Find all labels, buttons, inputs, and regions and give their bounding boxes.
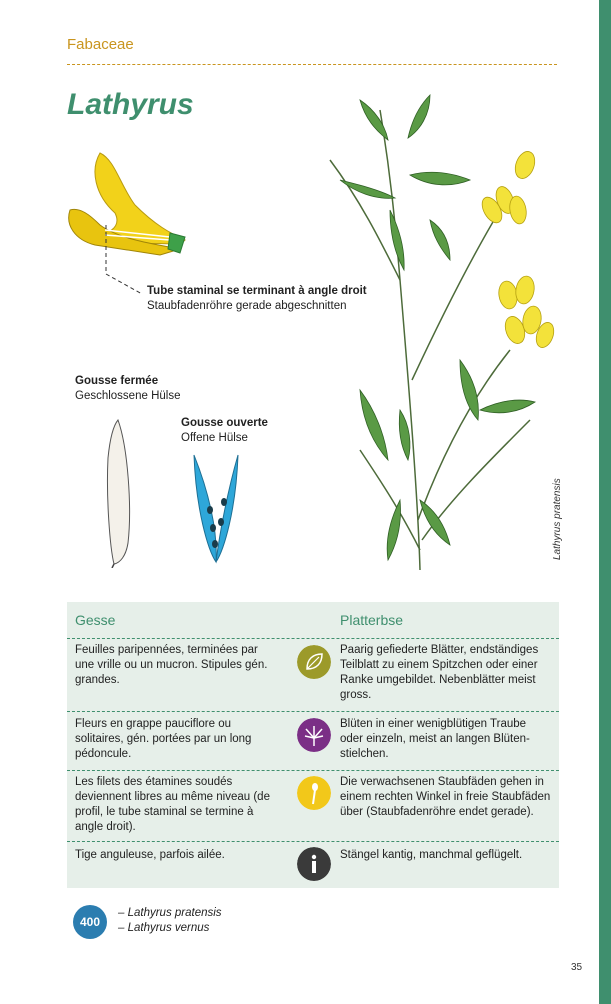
lathyrus-plant-illustration	[300, 80, 560, 575]
header-de: Platterbse	[340, 612, 404, 628]
table-header	[67, 602, 559, 639]
family-heading: Fabaceae	[67, 36, 134, 53]
stamen-icon	[297, 776, 331, 810]
row-stem-fr: Tige anguleuse, parfois ailée.	[75, 849, 225, 861]
flower-icon	[297, 718, 331, 752]
row-stamen-fr: Les filets des étamines soudés deviennent libres au même niveau (de profil, le tube staminal se termine à angle droit).	[75, 776, 270, 833]
row-leaf-de: Paarig gefiederte Blätter, endständiges Teilblatt zu einem Spitzchen oder einer Ranke umgebildet. Nebenblätter meist gross.	[340, 644, 539, 701]
pod-closed-caption-de: Geschlossene Hülse	[75, 390, 181, 402]
header-divider	[67, 64, 557, 65]
leaf-icon	[297, 645, 331, 679]
page-number: 35	[571, 962, 583, 973]
pod-closed-caption-fr: Gousse fermée	[75, 375, 159, 387]
page-edge-bar	[599, 0, 611, 1004]
row-stem-de: Stängel kantig, manchmal geflügelt.	[340, 849, 523, 861]
pod-open-caption	[181, 416, 268, 446]
info-icon	[297, 847, 331, 881]
pod-open-caption-fr: Gousse ouverte	[181, 417, 268, 429]
closed-pod-illustration	[98, 418, 138, 568]
reference-species-item: – Lathyrus pratensis	[118, 907, 222, 919]
tube-caption-fr: Tube staminal se terminant à angle droit	[147, 285, 367, 297]
reference-species-item: – Lathyrus vernus	[118, 922, 210, 934]
reference-number-badge: 400	[73, 905, 107, 939]
caption-leader-line	[104, 272, 146, 298]
row-leaf-fr: Feuilles paripennées, terminées par une vrille ou un mucron. Stipules gén. grandes.	[75, 644, 268, 686]
table-row	[67, 842, 559, 888]
row-flower-de: Blüten in einer wenigblütigen Traube oder einzeln, meist an langen Blüten-stielchen.	[340, 718, 530, 760]
pod-open-caption-de: Offene Hülse	[181, 432, 248, 444]
reference-species-list	[118, 906, 222, 936]
table-row	[67, 639, 559, 712]
open-pod-illustration	[188, 450, 244, 570]
genus-title: Lathyrus	[67, 88, 194, 121]
comparison-table	[67, 602, 559, 888]
row-flower-fr: Fleurs en grappe pauciflore ou solitaires, gén. portées par un long pédoncule.	[75, 718, 252, 760]
table-row	[67, 771, 559, 842]
header-fr: Gesse	[75, 612, 116, 628]
row-stamen-de: Die verwachsenen Staubfäden gehen in einem rechten Winkel in freie Staubfäden über (Staubfadenröhre endet gerade).	[340, 776, 551, 818]
pod-closed-caption	[75, 374, 180, 404]
flower-section-illustration	[60, 145, 195, 275]
table-row	[67, 712, 559, 771]
tube-caption-de: Staubfadenröhre gerade abgeschnitten	[147, 300, 347, 312]
species-vertical-label: Lathyrus pratensis	[552, 478, 563, 560]
